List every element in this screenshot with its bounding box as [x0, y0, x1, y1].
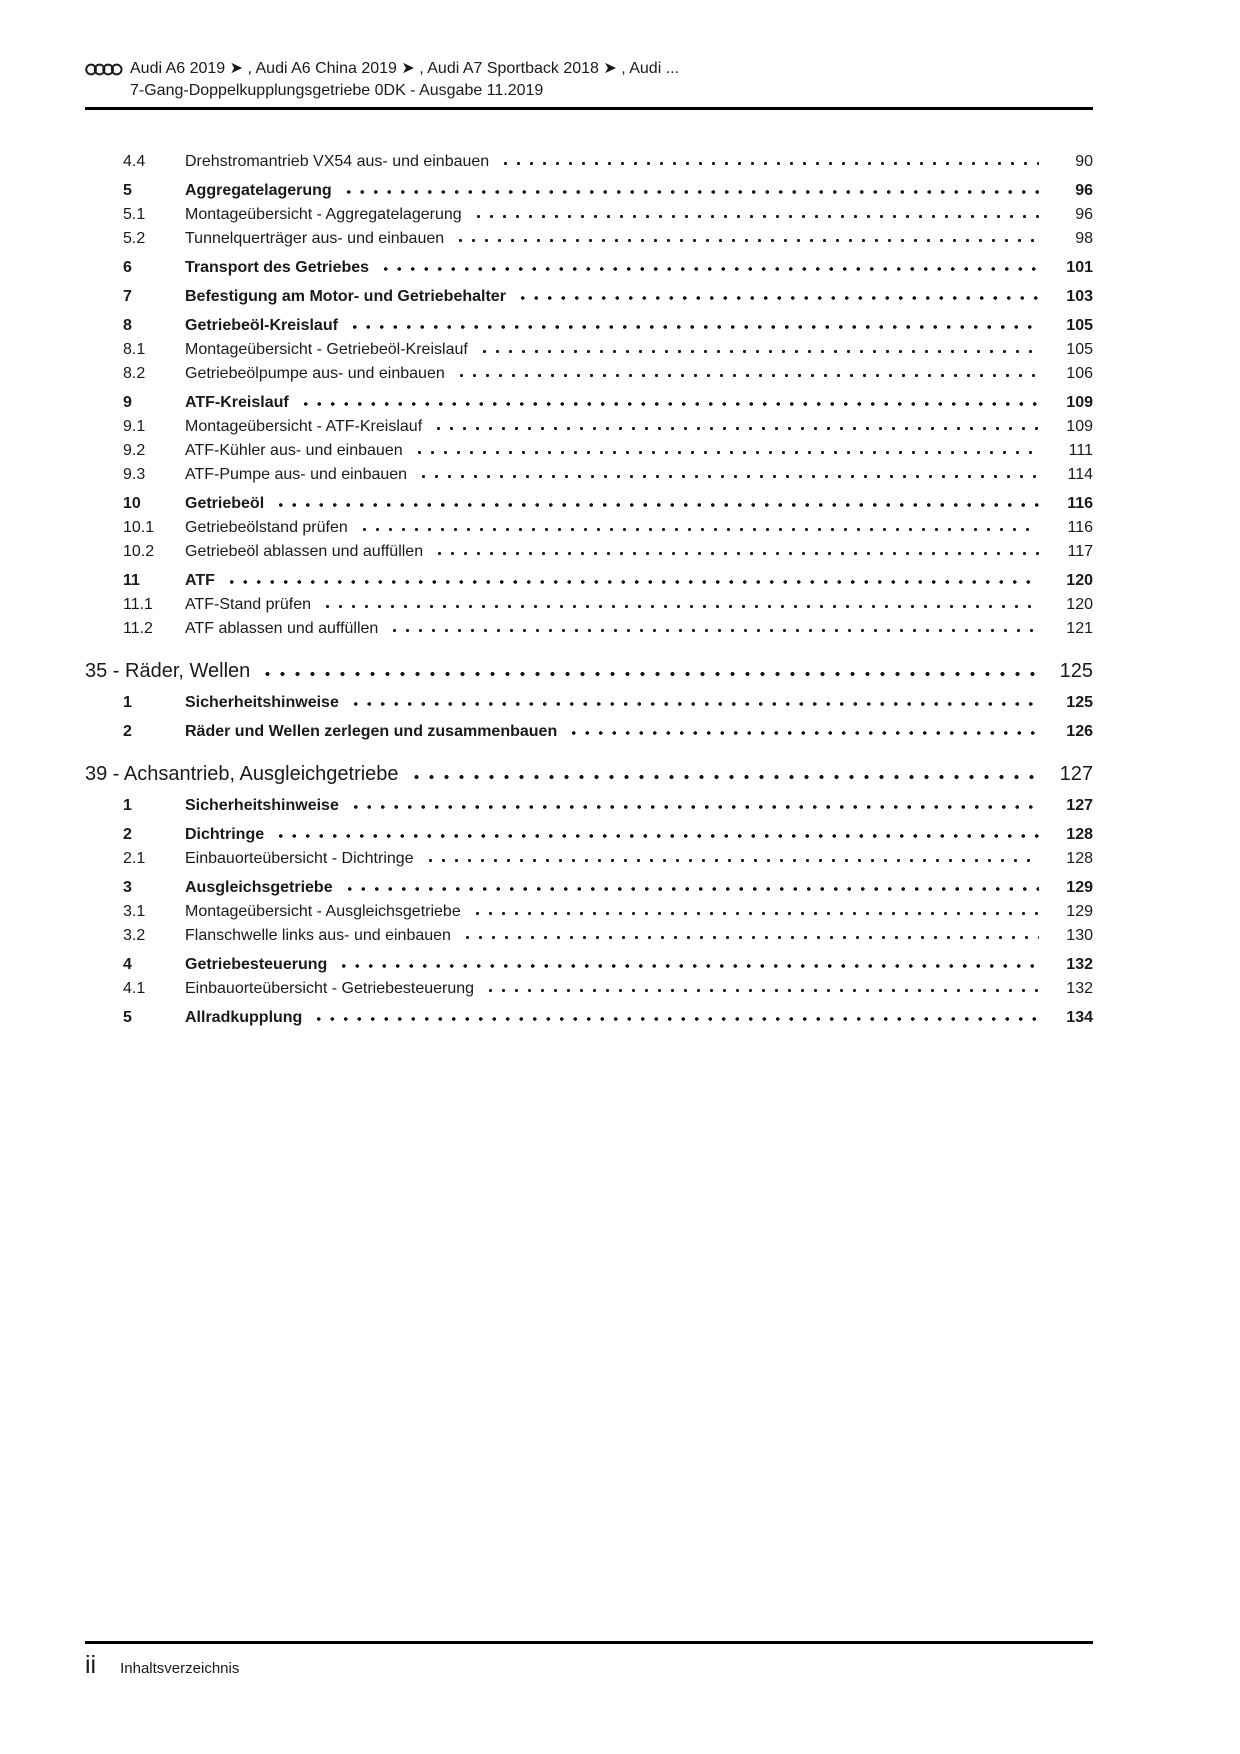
toc-entry-page: 130 [1066, 927, 1093, 944]
toc-entry-page: 105 [1066, 317, 1093, 334]
footer-section-label: Inhaltsverzeichnis [120, 1660, 240, 1677]
toc-entry-number: 4.4 [123, 153, 146, 170]
toc-entry-number: 5.2 [123, 230, 146, 247]
dot-leader [349, 804, 1039, 810]
toc-entry-page: 116 [1067, 495, 1093, 512]
dot-leader [432, 426, 1039, 431]
toc-entry-page: 96 [1075, 182, 1093, 199]
toc-entry-title: 39 - Achsantrieb, Ausgleichgetriebe [85, 763, 399, 785]
toc-entry-page: 96 [1075, 206, 1093, 223]
toc-entry-title: Einbauorteübersicht - Getriebesteuerung [185, 980, 475, 997]
toc-entry-number: 4.1 [123, 980, 146, 997]
dot-leader [433, 551, 1039, 556]
dot-leader [417, 474, 1039, 479]
toc-entry-page: 126 [1066, 723, 1093, 740]
dot-leader [274, 502, 1039, 508]
toc-entry [85, 439, 1093, 463]
toc-entry-page: 114 [1067, 466, 1093, 483]
toc-entry-page: 125 [1066, 694, 1093, 711]
toc-entry [85, 285, 1093, 309]
dot-leader [349, 701, 1039, 707]
toc-entry [85, 150, 1093, 174]
toc-entry-page: 121 [1066, 620, 1093, 637]
toc-entry-number: 8.1 [123, 341, 146, 358]
toc-entry-page: 90 [1075, 153, 1093, 170]
toc-entry [85, 516, 1093, 540]
dot-leader [471, 911, 1039, 916]
toc-entry-title: Sicherheitshinweise [185, 694, 339, 711]
dot-leader [455, 373, 1039, 378]
toc-entry-page: 134 [1066, 1009, 1093, 1026]
toc-entry [85, 203, 1093, 227]
toc-entry [85, 540, 1093, 564]
toc-entry-page: 101 [1066, 259, 1093, 276]
toc-entry-title: Einbauorteübersicht - Dichtringe [185, 850, 414, 867]
toc-entry-title: Transport des Getriebes [185, 259, 370, 276]
dot-leader [484, 988, 1039, 993]
toc-entry-title: ATF-Pumpe aus- und einbauen [185, 466, 408, 483]
toc-entry-title: Allradkupplung [185, 1009, 303, 1026]
toc-entry-title: Räder und Wellen zerlegen und zusammenbauen [185, 723, 558, 740]
toc-entry-number: 6 [123, 259, 132, 276]
dot-leader [461, 935, 1039, 940]
toc-entry [85, 953, 1093, 977]
toc-entry [85, 876, 1093, 900]
toc-entry-number: 5.1 [123, 206, 146, 223]
toc-entry-page: 105 [1066, 341, 1093, 358]
dot-leader [299, 401, 1039, 407]
toc-entry-page: 120 [1066, 596, 1093, 613]
toc-entry [85, 924, 1093, 948]
dot-leader [348, 324, 1039, 330]
dot-leader [454, 238, 1039, 243]
toc-entry [85, 823, 1093, 847]
toc-entry-page: 106 [1066, 365, 1093, 382]
toc-entry-number: 3.2 [123, 927, 146, 944]
dot-leader [260, 671, 1039, 677]
toc-entry-title: ATF-Stand prüfen [185, 596, 311, 613]
dot-leader [312, 1016, 1039, 1022]
toc-entry-number: 5 [123, 182, 132, 199]
toc-entry [85, 977, 1093, 1001]
toc-entry [85, 656, 1093, 686]
toc-entry-page: 127 [1059, 763, 1093, 785]
toc-entry-number: 8 [123, 317, 132, 334]
page-footer [85, 1641, 1093, 1680]
toc-entry-page: 109 [1066, 394, 1093, 411]
toc-entry-title: Montageübersicht - ATF-Kreislauf [185, 418, 423, 435]
toc-entry-title: Montageübersicht - Aggregatelagerung [185, 206, 462, 223]
toc-entry-title: ATF [185, 572, 215, 589]
header-model-line: Audi A6 2019 ➤ , Audi A6 China 2019 ➤ , Audi A7 Sportback 2018 ➤ , Audi ... [130, 60, 680, 77]
toc-entry-title: ATF-Kreislauf [185, 394, 289, 411]
dot-leader [358, 527, 1039, 532]
page-header [85, 58, 1093, 110]
toc-entry-page: 128 [1066, 826, 1093, 843]
dot-leader [567, 730, 1039, 736]
toc-entry-page: 120 [1066, 572, 1093, 589]
dot-leader [409, 774, 1039, 780]
toc-entry [85, 593, 1093, 617]
toc-entry-page: 98 [1075, 230, 1093, 247]
toc-entry [85, 617, 1093, 641]
dot-leader [274, 833, 1039, 839]
dot-leader [413, 450, 1039, 455]
toc-entry-number: 11.1 [123, 596, 153, 613]
toc-entry-number: 10.2 [123, 543, 155, 560]
toc-entry [85, 794, 1093, 818]
toc-entry-page: 116 [1067, 519, 1093, 536]
toc-entry-title: Aggregatelagerung [185, 182, 332, 199]
audi-rings-icon [85, 62, 123, 77]
toc-entry [85, 900, 1093, 924]
toc-entry-page: 109 [1066, 418, 1093, 435]
toc-entry [85, 179, 1093, 203]
dot-leader [478, 349, 1039, 354]
toc-entry-title: Ausgleichsgetriebe [185, 879, 333, 896]
toc-entry-number: 7 [123, 288, 132, 305]
toc-entry-title: 35 - Räder, Wellen [85, 660, 251, 682]
toc-entry [85, 314, 1093, 338]
toc-entry-number: 10.1 [123, 519, 155, 536]
toc-entry [85, 569, 1093, 593]
toc-entry-number: 10 [123, 495, 141, 512]
dot-leader [499, 161, 1039, 166]
toc-entry-number: 11.2 [123, 620, 153, 637]
dot-leader [342, 189, 1039, 195]
toc-entry-title: Montageübersicht - Getriebeöl-Kreislauf [185, 341, 468, 358]
toc-entry [85, 463, 1093, 487]
toc-entry [85, 338, 1093, 362]
toc-entry-number: 3.1 [123, 903, 146, 920]
toc-entry-page: 132 [1066, 980, 1093, 997]
toc-entry-page: 125 [1059, 660, 1093, 682]
toc-entry-title: ATF-Kühler aus- und einbauen [185, 442, 403, 459]
toc-entry [85, 415, 1093, 439]
toc-entry-title: Befestigung am Motor- und Getriebehalter [185, 288, 506, 305]
toc-list [85, 150, 1093, 1030]
toc-entry-number: 2 [123, 826, 132, 843]
toc-entry-title: Flanschwelle links aus- und einbauen [185, 927, 451, 944]
dot-leader [388, 628, 1039, 633]
dot-leader [337, 963, 1039, 969]
toc-entry-page: 111 [1068, 442, 1093, 459]
toc-entry-page: 129 [1066, 903, 1093, 920]
dot-leader [516, 295, 1039, 301]
toc-entry-page: 132 [1066, 956, 1093, 973]
toc-entry-title: Getriebeölpumpe aus- und einbauen [185, 365, 445, 382]
toc-entry [85, 720, 1093, 744]
toc-entry [85, 256, 1093, 280]
dot-leader [472, 214, 1039, 219]
toc-entry-page: 129 [1066, 879, 1093, 896]
toc-entry-number: 2 [123, 723, 132, 740]
toc-entry-number: 9.3 [123, 466, 146, 483]
toc-entry [85, 227, 1093, 251]
toc-entry-title: Dichtringe [185, 826, 265, 843]
header-subtitle-line: 7-Gang-Doppelkupplungsgetriebe 0DK - Ausgabe 11.2019 [130, 82, 544, 99]
toc-entry-number: 1 [123, 797, 132, 814]
dot-leader [225, 579, 1039, 585]
toc-entry-number: 4 [123, 956, 132, 973]
toc-entry-number: 5 [123, 1009, 132, 1026]
toc-entry-title: Getriebeölstand prüfen [185, 519, 348, 536]
footer-page-number: ii [85, 1651, 97, 1679]
toc-entry-title: Getriebesteuerung [185, 956, 328, 973]
dot-leader [343, 886, 1039, 892]
toc-entry-number: 3 [123, 879, 132, 896]
dot-leader [321, 604, 1039, 609]
toc-entry-number: 9.2 [123, 442, 146, 459]
dot-leader [424, 858, 1039, 863]
toc-entry [85, 492, 1093, 516]
toc-entry-title: Drehstromantrieb VX54 aus- und einbauen [185, 153, 490, 170]
toc-entry [85, 691, 1093, 715]
toc-entry-title: Getriebeöl-Kreislauf [185, 317, 338, 334]
toc-entry-title: Getriebeöl ablassen und auffüllen [185, 543, 424, 560]
toc-entry [85, 391, 1093, 415]
toc-entry-number: 9.1 [123, 418, 146, 435]
toc-entry-number: 8.2 [123, 365, 146, 382]
toc-entry-title: Sicherheitshinweise [185, 797, 339, 814]
toc-entry-page: 103 [1066, 288, 1093, 305]
toc-entry-page: 128 [1066, 850, 1093, 867]
toc-entry [85, 362, 1093, 386]
toc-entry [85, 847, 1093, 871]
toc-entry-page: 117 [1067, 543, 1093, 560]
toc-entry-number: 1 [123, 694, 132, 711]
toc-entry-title: Montageübersicht - Ausgleichsgetriebe [185, 903, 461, 920]
toc-entry-title: Tunnelquerträger aus- und einbauen [185, 230, 445, 247]
toc-entry-title: Getriebeöl [185, 495, 265, 512]
toc-entry [85, 1006, 1093, 1030]
toc-entry-page: 127 [1066, 797, 1093, 814]
toc-entry-number: 11 [123, 572, 140, 589]
toc-entry-title: ATF ablassen und auffüllen [185, 620, 379, 637]
toc-entry [85, 759, 1093, 789]
toc-entry-number: 9 [123, 394, 132, 411]
dot-leader [379, 266, 1039, 272]
toc-entry-number: 2.1 [123, 850, 146, 867]
